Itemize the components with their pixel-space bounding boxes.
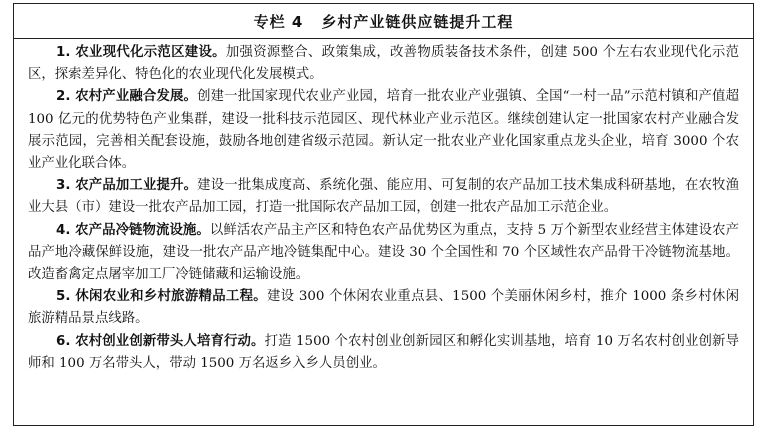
item-2 (28, 86, 739, 175)
item-4 (28, 220, 739, 287)
column-title-bar (14, 4, 753, 39)
item-5 (28, 286, 739, 330)
item-3 (28, 175, 739, 219)
item-3-heading: 3. 农产品加工业提升。 (56, 178, 198, 194)
item-5-heading: 5. 休闲农业和乡村旅游精品工程。 (56, 289, 267, 305)
item-4-body: 以鲜活农产品主产区和特色农产品优势区为重点，支持 5 万个新型农业经营主体建设农产品产地冷藏保鲜设施，建设一批农产品产地冷链集配中心。建设 30 个全国性和 70 个区域性农产品骨干冷链物流基地。改造畜禽定点屠宰加工厂冷链储藏和运输设施。 (28, 222, 739, 283)
item-1-body: 加强资源整合、政策集成，改善物质装备技术条件，创建 500 个左右农业现代化示范区，探索差异化、特色化的农业现代化发展模式。 (28, 45, 739, 83)
item-2-heading: 2. 农村产业融合发展。 (56, 89, 198, 105)
item-6 (28, 331, 739, 375)
column-content (14, 39, 753, 375)
item-6-body: 打造 1500 个农村创业创新园区和孵化实训基地，培育 10 万名农村创业创新导师和 100 万名带头人，带动 1500 万名返乡入乡人员创业。 (28, 333, 739, 371)
column-label: 专栏 4 (253, 12, 304, 31)
item-1 (28, 42, 739, 86)
item-2-body: 创建一批国家现代农业产业园，培育一批农业产业强镇、全国“一村一品”示范村镇和产值超 100 亿元的优势特色产业集群，建设一批科技示范园区、现代林业产业示范区。继续创建认定一批国家农村产业融合发展示范园，完善相关配套设施，鼓励各地创建省级示范园。新认定一批农业产业化国家重点龙头企业，培育 3000 个农业产业化联合体。 (28, 89, 739, 172)
item-4-heading: 4. 农产品冷链物流设施。 (56, 222, 210, 238)
column-title (254, 11, 514, 32)
item-6-heading: 6. 农村创业创新带头人培育行动。 (56, 333, 265, 349)
column-box (13, 3, 754, 426)
item-1-heading: 1. 农业现代化示范区建设。 (56, 45, 226, 60)
item-3-body: 建设一批集成度高、系统化强、能应用、可复制的农产品加工技术集成科研基地，在农牧渔业大县（市）建设一批农产品加工园，打造一批国际农产品加工园，创建一批农产品加工示范企业。 (28, 178, 739, 216)
item-5-body: 建设 300 个休闲农业重点县、1500 个美丽休闲乡村，推介 1000 条乡村休闲旅游精品景点线路。 (28, 289, 739, 327)
column-title-text: 乡村产业链供应链提升工程 (321, 12, 514, 31)
